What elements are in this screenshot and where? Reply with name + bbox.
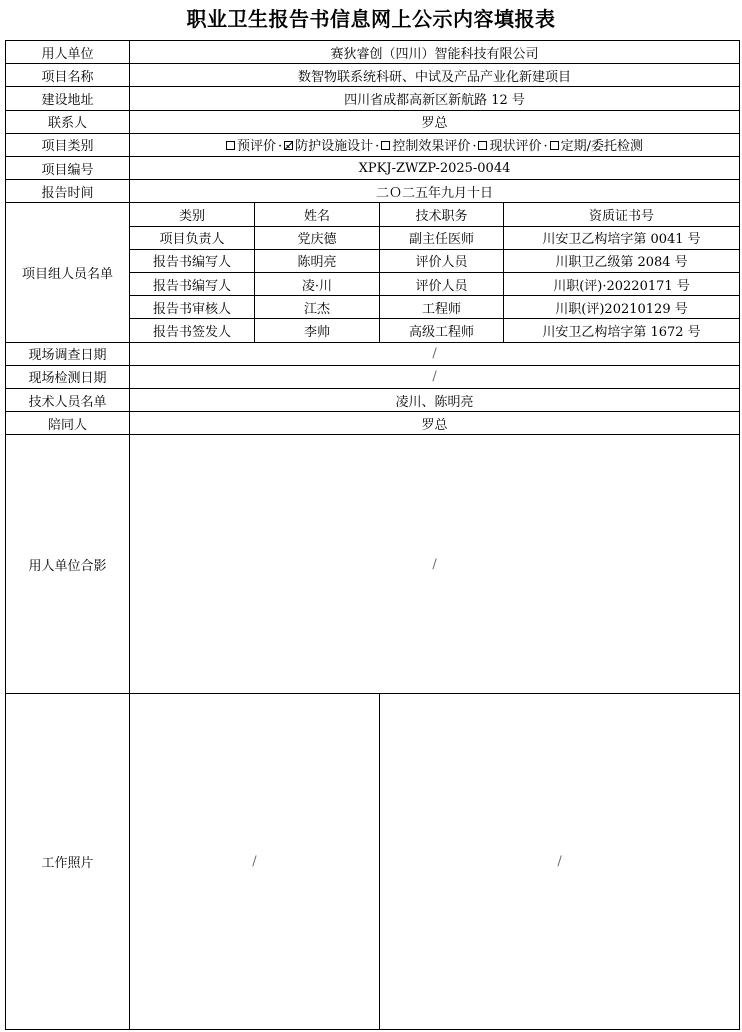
checkbox-icon [226,141,235,150]
row-contact [6,110,740,133]
category-option-control-effect[interactable]: 控制效果评价 [381,139,470,154]
team-header-category: 类别 [130,203,255,226]
row-group-photo [6,435,740,693]
row-project-name [6,64,740,87]
report-time-value: 二Ｏ二五年九月十日 [130,180,740,203]
checkbox-icon [381,141,390,150]
checkbox-icon [550,141,559,150]
survey-date-label: 现场调查日期 [6,342,130,365]
test-date-label: 现场检测日期 [6,365,130,388]
checked-checkbox-icon [284,141,293,150]
contact-value: 罗总 [130,110,740,133]
category-option-protection-design[interactable]: 防护设施设计 [284,139,373,154]
project-name-label: 项目名称 [6,64,130,87]
member-name: 党庆德 [255,226,380,249]
companion-label: 陪同人 [6,412,130,435]
category-label: 项目类别 [6,133,130,156]
row-companion [6,412,740,435]
category-option-status-evaluation[interactable]: 现状评价 [478,139,541,154]
survey-date-value: / [130,342,740,365]
category-option-periodic-testing[interactable]: 定期/委托检测 [550,139,643,154]
form-title: 职业卫生报告书信息网上公示内容填报表 [186,7,556,31]
category-option-pre-evaluation[interactable]: 预评价 [226,139,276,154]
row-address [6,87,740,110]
member-role: 报告书编写人 [130,249,255,272]
group-photo-area: / [130,435,740,693]
member-role: 报告书签发人 [130,319,255,342]
project-no-value: XPKJ-ZWZP-2025-0044 [130,157,740,180]
team-header-title: 技术职务 [380,203,504,226]
member-title: 评价人员 [380,273,504,296]
address-label: 建设地址 [6,87,130,110]
member-title: 高级工程师 [380,319,504,342]
report-time-label: 报告时间 [6,180,130,203]
member-title: 评价人员 [380,249,504,272]
member-role: 报告书审核人 [130,296,255,319]
separator: · [375,139,380,155]
team-header-row [6,203,740,226]
separator: · [543,139,548,155]
disclosure-form-table [5,40,740,1030]
tech-staff-value: 凌川、陈明亮 [130,389,740,412]
row-survey-date [6,342,740,365]
row-category [6,133,740,156]
row-work-photo [6,693,740,1029]
team-header-name: 姓名 [255,203,380,226]
member-name: 凌·川 [255,273,380,296]
member-certificate: 川职(评)·20220171 号 [504,273,740,296]
project-no-label: 项目编号 [6,157,130,180]
project-name-value: 数智物联系统科研、中试及产品产业化新建项目 [130,64,740,87]
member-certificate: 川职卫乙级第 2084 号 [504,249,740,272]
member-certificate: 川安卫乙构培字第 1672 号 [504,319,740,342]
member-name: 江杰 [255,296,380,319]
address-value: 四川省成都高新区新航路 12 号 [130,87,740,110]
contact-label: 联系人 [6,110,130,133]
work-photo-right: / [380,693,740,1029]
unit-label: 用人单位 [6,41,130,64]
member-role: 报告书编写人 [130,273,255,296]
row-tech-staff [6,389,740,412]
separator: · [472,139,477,155]
team-label: 项目组人员名单 [6,203,130,342]
row-unit [6,41,740,64]
member-title: 副主任医师 [380,226,504,249]
category-options [130,133,740,156]
test-date-value: / [130,365,740,388]
group-photo-label: 用人单位合影 [6,435,130,693]
work-photo-label: 工作照片 [6,693,130,1029]
work-photo-left: / [130,693,380,1029]
row-test-date [6,365,740,388]
member-title: 工程师 [380,296,504,319]
checkbox-icon [478,141,487,150]
separator: · [278,139,283,155]
member-role: 项目负责人 [130,226,255,249]
member-name: 李帅 [255,319,380,342]
row-report-time [6,180,740,203]
unit-value: 赛狄睿创（四川）智能科技有限公司 [130,41,740,64]
member-certificate: 川安卫乙构培字第 0041 号 [504,226,740,249]
companion-value: 罗总 [130,412,740,435]
row-project-no [6,157,740,180]
tech-staff-label: 技术人员名单 [6,389,130,412]
team-header-certificate: 资质证书号 [504,203,740,226]
member-certificate: 川职(评)20210129 号 [504,296,740,319]
member-name: 陈明亮 [255,249,380,272]
